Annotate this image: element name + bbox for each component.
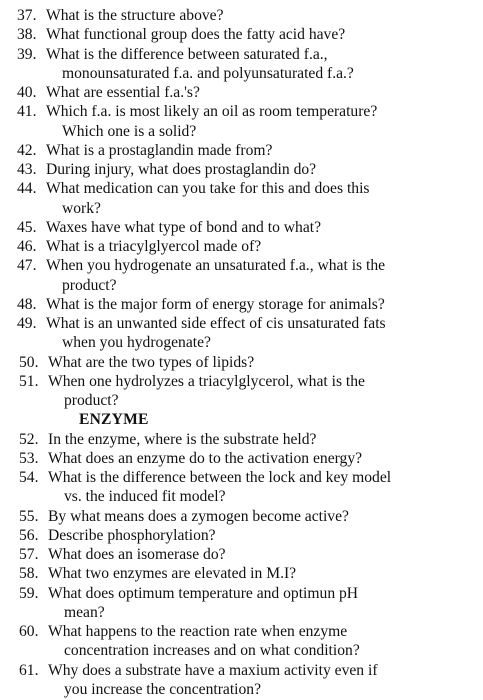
question-text: What does optimum temperature and optimun pH — [48, 584, 359, 602]
question-text-continued: you increase the concentration? — [64, 680, 261, 698]
question-number: 54. — [19, 469, 39, 486]
question-text-continued: Which one is a solid? — [62, 122, 197, 140]
question-text-continued: vs. the induced fit model? — [64, 488, 226, 506]
question-text: What happens to the reaction rate when enzyme — [48, 623, 348, 640]
question-text: When you hydrogenate an unsaturated f.a., what is the — [46, 257, 386, 275]
question-item — [0, 372, 483, 391]
question-item-continuation — [0, 487, 483, 506]
question-item — [0, 622, 483, 641]
question-text: What is a triacylglyercol made of? — [46, 238, 262, 255]
question-number: 44. — [17, 180, 37, 198]
section-heading-text: ENZYME — [79, 411, 149, 429]
question-text: Why does a substrate have a maxium activity even if — [48, 661, 378, 679]
question-text: What is the difference between the lock and key model — [48, 469, 392, 486]
question-item — [0, 160, 483, 179]
question-number: 51. — [19, 372, 39, 390]
question-text-continued: concentration increases and on what condition? — [64, 642, 360, 660]
question-text: Describe phosphorylation? — [48, 526, 216, 544]
question-text: What is the difference between saturated f.a., — [46, 45, 328, 63]
question-number: 55. — [19, 507, 39, 525]
question-item — [0, 45, 483, 64]
question-text: In the enzyme, where is the substrate held? — [48, 430, 317, 448]
question-number: 43. — [17, 161, 37, 178]
question-number: 56. — [19, 526, 39, 544]
question-text: What are essential f.a.'s? — [46, 84, 200, 101]
question-text: What does an enzyme do to the activation energy? — [48, 449, 363, 467]
question-number: 42. — [17, 141, 37, 159]
question-text: What is an unwanted side effect of cis unsaturated fats — [46, 315, 386, 332]
question-item — [0, 179, 483, 198]
question-number: 49. — [17, 315, 37, 332]
question-text: Waxes have what type of bond and to what? — [46, 218, 322, 236]
question-number: 37. — [17, 7, 37, 24]
question-text-continued: when you hydrogenate? — [62, 334, 211, 352]
question-item-continuation — [0, 199, 483, 218]
question-text-continued: monounsaturated f.a. and polyunsaturated f.a.? — [62, 64, 354, 82]
question-number: 41. — [17, 103, 37, 121]
question-text-continued: mean? — [64, 603, 105, 621]
section-heading — [0, 410, 483, 429]
question-item — [0, 661, 483, 680]
question-item — [0, 237, 483, 256]
question-text: What are the two types of lipids? — [48, 353, 255, 371]
question-item — [0, 218, 483, 237]
question-item — [0, 430, 483, 449]
question-text: What medication can you take for this and does this — [46, 180, 370, 198]
question-item — [0, 295, 483, 314]
question-text: What does an isomerase do? — [48, 546, 226, 563]
question-item — [0, 25, 483, 44]
question-number: 39. — [17, 45, 37, 63]
question-text: What functional group does the fatty acid have? — [46, 26, 346, 44]
question-number: 45. — [17, 218, 37, 236]
question-text: What is the major form of energy storage for animals? — [46, 295, 385, 313]
question-number: 58. — [19, 565, 39, 583]
question-item — [0, 102, 483, 121]
question-text: Which f.a. is most likely an oil as room temperature? — [46, 103, 378, 121]
question-item — [0, 564, 483, 583]
question-text: What is a prostaglandin made from? — [46, 141, 273, 159]
question-item-continuation — [0, 603, 483, 622]
question-number: 38. — [17, 26, 37, 44]
question-item — [0, 141, 483, 160]
question-item-continuation — [0, 64, 483, 83]
question-item — [0, 314, 483, 333]
question-item-continuation — [0, 276, 483, 295]
question-number: 61. — [19, 661, 39, 679]
question-item — [0, 256, 483, 275]
question-number: 53. — [19, 449, 39, 467]
question-number: 59. — [19, 584, 39, 602]
question-item-continuation — [0, 641, 483, 660]
question-text: When one hydrolyzes a triacylglycerol, what is the — [48, 372, 365, 390]
question-number: 40. — [17, 84, 37, 101]
question-item-continuation — [0, 122, 483, 141]
question-item-continuation — [0, 680, 483, 699]
question-number: 48. — [17, 295, 37, 313]
question-text: What two enzymes are elevated in M.I? — [48, 565, 297, 583]
question-item — [0, 584, 483, 603]
question-item — [0, 507, 483, 526]
question-text-continued: work? — [62, 199, 101, 217]
question-item-continuation — [0, 333, 483, 352]
question-number: 47. — [17, 257, 37, 275]
question-item-continuation — [0, 391, 483, 410]
question-number: 57. — [19, 546, 39, 563]
question-text: By what means does a zymogen become active? — [48, 507, 349, 525]
question-item — [0, 449, 483, 468]
question-number: 46. — [17, 238, 37, 255]
question-item — [0, 353, 483, 372]
question-text: What is the structure above? — [46, 7, 224, 24]
question-item — [0, 6, 483, 25]
question-text-continued: product? — [62, 276, 117, 294]
question-text-continued: product? — [64, 392, 119, 409]
question-text: During injury, what does prostaglandin do? — [46, 161, 317, 178]
question-number: 60. — [19, 623, 39, 640]
question-item — [0, 468, 483, 487]
question-item — [0, 526, 483, 545]
question-item — [0, 545, 483, 564]
question-item — [0, 83, 483, 102]
question-number: 50. — [19, 353, 39, 371]
question-number: 52. — [19, 430, 39, 448]
